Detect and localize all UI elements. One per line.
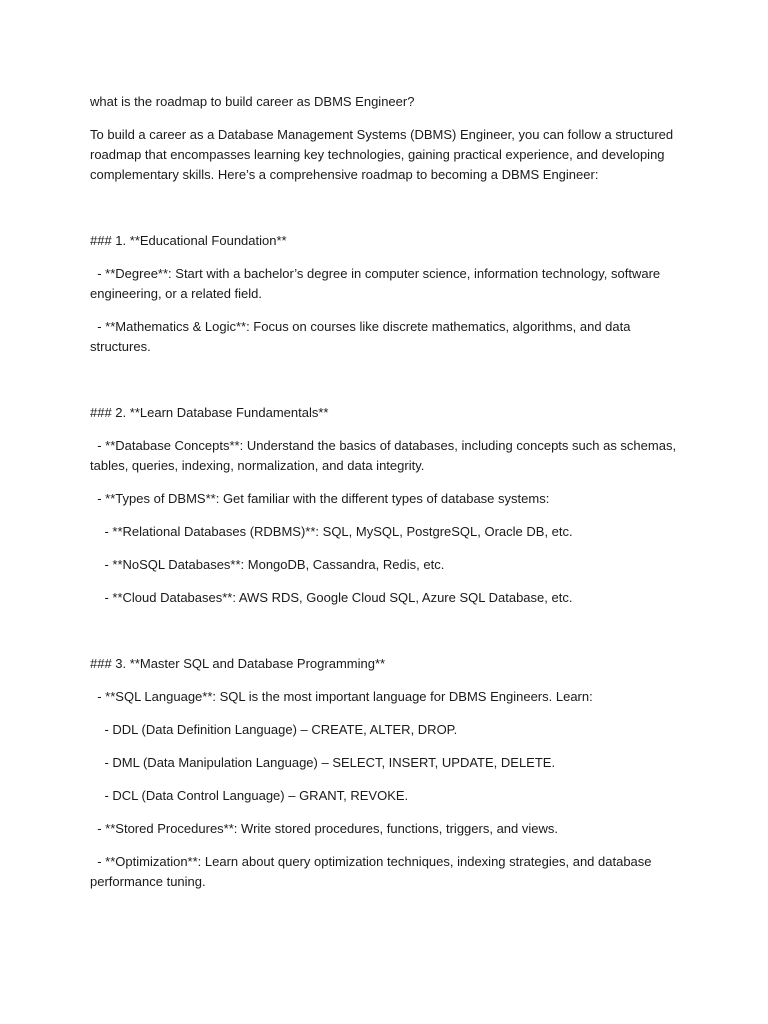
section-1-heading: ### 1. **Educational Foundation** [90, 233, 287, 248]
database-concepts-item: - **Database Concepts**: Understand the basics of databases, including concepts such as schemas, tables, queries, indexing, normalization, and data integrity. [90, 438, 680, 473]
dml-item: - DML (Data Manipulation Language) – SELECT, INSERT, UPDATE, DELETE. [90, 755, 556, 770]
relational-databases-item: - **Relational Databases (RDBMS)**: SQL, MySQL, PostgreSQL, Oracle DB, etc. [90, 524, 573, 539]
stored-procedures-item: - **Stored Procedures**: Write stored procedures, functions, triggers, and views. [90, 821, 558, 836]
optimization-item: - **Optimization**: Learn about query optimization techniques, indexing strategies, and database performance tuning. [90, 854, 656, 889]
degree-item: - **Degree**: Start with a bachelor’s degree in computer science, information technology, software engineering, or a related field. [90, 266, 664, 301]
dcl-item: - DCL (Data Control Language) – GRANT, REVOKE. [90, 788, 409, 803]
question-text: what is the roadmap to build career as DBMS Engineer? [90, 94, 415, 109]
spacer [90, 370, 680, 403]
section-3-heading: ### 3. **Master SQL and Database Programming** [90, 656, 386, 671]
mathematics-logic-item: - **Mathematics & Logic**: Focus on courses like discrete mathematics, algorithms, and data structures. [90, 319, 635, 354]
ddl-item: - DDL (Data Definition Language) – CREATE, ALTER, DROP. [90, 722, 458, 737]
nosql-databases-item: - **NoSQL Databases**: MongoDB, Cassandra, Redis, etc. [90, 557, 445, 572]
cloud-databases-item: - **Cloud Databases**: AWS RDS, Google Cloud SQL, Azure SQL Database, etc. [90, 590, 573, 605]
spacer [90, 621, 680, 654]
spacer [90, 198, 680, 231]
intro-paragraph: To build a career as a Database Management Systems (DBMS) Engineer, you can follow a structured roadmap that encompasses learning key technologies, gaining practical experience, and developing complementary skills. Here’s a comprehensive roadmap to becoming a DBMS Engineer: [90, 127, 677, 182]
section-2-heading: ### 2. **Learn Database Fundamentals** [90, 405, 329, 420]
sql-language-item: - **SQL Language**: SQL is the most important language for DBMS Engineers. Learn: [90, 689, 593, 704]
types-of-dbms-item: - **Types of DBMS**: Get familiar with the different types of database systems: [90, 491, 550, 506]
document-page [90, 92, 680, 905]
